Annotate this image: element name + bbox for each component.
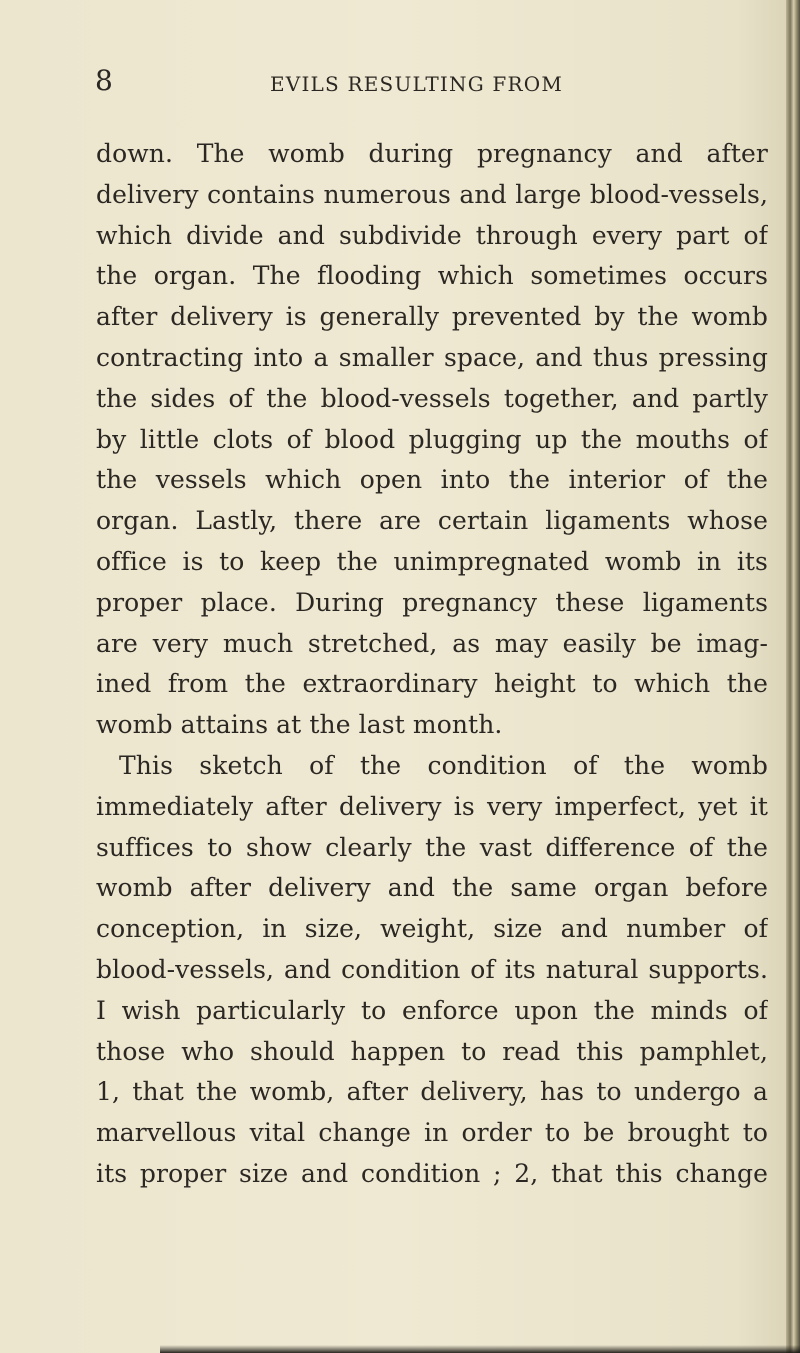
text-line: after delivery is generally prevented by the womb — [96, 302, 768, 332]
text-line: those who should happen to read this pamphlet, — [96, 1036, 768, 1066]
text-line: the sides of the blood-vessels together, and partly — [96, 383, 768, 413]
text-line: womb attains at the last month. — [96, 710, 503, 740]
bottom-shadow — [160, 1345, 800, 1353]
page-header — [95, 64, 775, 104]
text-line: conception, in size, weight, size and number of — [96, 914, 768, 944]
text-line: blood-vessels, and condition of its natural supports. — [96, 954, 768, 984]
body-text — [96, 134, 768, 1195]
text-line: office is to keep the unimpregnated womb in its — [96, 546, 768, 576]
text-line: This sketch of the condition of the womb — [119, 750, 768, 780]
text-line: by little clots of blood plugging up the mouths of — [96, 424, 768, 454]
text-line: its proper size and condition ; 2, that this change — [96, 1158, 768, 1188]
page-number: 8 — [95, 64, 114, 97]
text-line: down. The womb during pregnancy and after — [96, 139, 768, 168]
text-line: I wish particularly to enforce upon the minds of — [96, 995, 768, 1025]
text-line: contracting into a smaller space, and thus pressing — [96, 342, 768, 372]
text-line: the vessels which open into the interior of the — [96, 465, 768, 495]
text-line: delivery contains numerous and large blood-vessels, — [96, 179, 768, 209]
text-line: the organ. The flooding which sometimes occurs — [96, 261, 768, 291]
running-head: EVILS RESULTING FROM — [270, 72, 564, 96]
book-edge — [786, 0, 800, 1353]
text-line: ined from the extraordinary height to which the — [96, 669, 768, 699]
text-line: marvellous vital change in order to be brought to — [96, 1118, 768, 1148]
text-line: womb after delivery and the same organ before — [96, 873, 768, 903]
text-line: organ. Lastly, there are certain ligaments whose — [96, 506, 768, 536]
text-line: suffices to show clearly the vast difference of the — [96, 832, 768, 862]
text-line: immediately after delivery is very imperfect, yet it — [96, 791, 768, 821]
text-line: 1, that the womb, after delivery, has to undergo a — [96, 1077, 768, 1107]
text-line: proper place. During pregnancy these ligaments — [96, 587, 768, 617]
text-line: which divide and subdivide through every part of — [96, 220, 768, 250]
text-line: are very much stretched, as may easily be imag- — [96, 628, 768, 658]
